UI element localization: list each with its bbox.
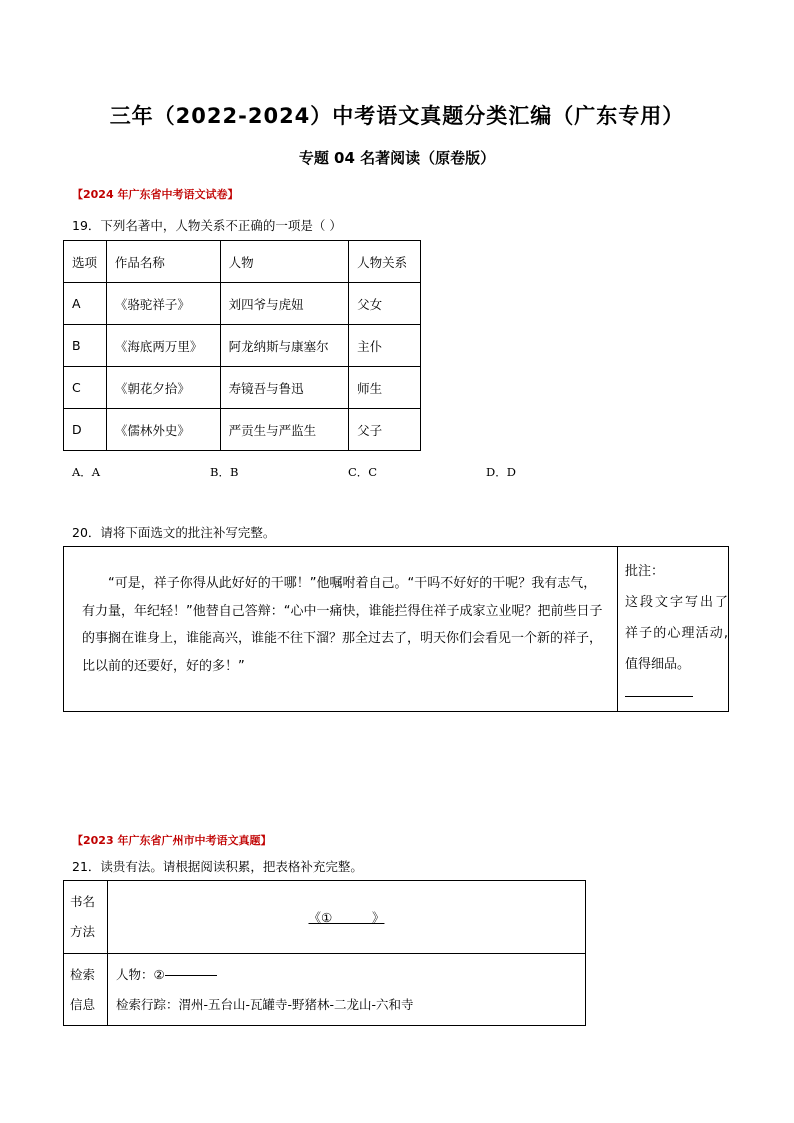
page-title: 三年（2022-2024）中考语文真题分类汇编（广东专用）: [109, 104, 685, 128]
work-title-cell: 《儒林外史》: [106, 409, 220, 451]
option-letter-cell: B: [64, 325, 107, 367]
search-info-label: 检索信息: [64, 954, 108, 1026]
passage-text: “可是，祥子你得从此好好的干哪！”他嘱咐着自己。“干吗不好好的干呢？我有志气，有力量，年纪轻！”他替自己答辩：“心中一痛快，谁能拦得住祥子成家立业呢？把前些日子的事搁在谁身上，谁能高兴，谁能不往下溜？那全过去了，明天你们会看见一个新的祥子，比以前的还要好，好的多！”: [82, 576, 603, 674]
question-19-stem: 19．下列名著中，人物关系不正确的一项是（ ）: [72, 218, 342, 233]
passage-cell: [64, 547, 618, 711]
section-tag-2023: 【2023 年广东省广州市中考语文真题】: [72, 834, 272, 847]
relationship-cell: 师生: [349, 367, 421, 409]
page-subtitle: 专题 04 名著阅读（原卷版）: [298, 149, 496, 167]
option-letter-cell: A: [64, 283, 107, 325]
answer-option-c[interactable]: C．C: [348, 465, 378, 479]
question-20-stem: 20．请将下面选文的批注补写完整。: [72, 525, 276, 540]
annotation-label: 批注：: [625, 564, 665, 579]
book-title-blank[interactable]: 《① 》: [308, 910, 385, 925]
character-blank[interactable]: [165, 974, 217, 976]
table-row: [64, 409, 421, 451]
work-title-cell: 《骆驼祥子》: [106, 283, 220, 325]
table-row: [64, 881, 586, 954]
question-19-options: [72, 461, 516, 480]
relationship-cell: 主仆: [349, 325, 421, 367]
table-header-cell: 人物关系: [349, 241, 421, 283]
relationship-cell: 父子: [349, 409, 421, 451]
table-row: [64, 954, 586, 1026]
table-header-cell: 选项: [64, 241, 107, 283]
option-letter-cell: C: [64, 367, 107, 409]
characters-cell: 严贡生与严监生: [220, 409, 349, 451]
answer-option-a[interactable]: A．A: [72, 465, 101, 479]
book-method-label: 书名方法: [64, 881, 108, 954]
annotation-cell: [618, 547, 728, 711]
work-title-cell: 《朝花夕拾》: [106, 367, 220, 409]
table-header-cell: 人物: [220, 241, 349, 283]
table-header-cell: 作品名称: [106, 241, 220, 283]
question-19-table: [63, 240, 421, 451]
table-header-row: [64, 241, 421, 283]
question-21-stem: 21．读贵有法。请根据阅读积累，把表格补充完整。: [72, 859, 363, 874]
character-label: 人物：②: [115, 966, 165, 982]
table-row: [64, 283, 421, 325]
answer-option-b[interactable]: B．B: [210, 465, 239, 479]
question-21-table: [63, 880, 586, 1026]
answer-option-d[interactable]: D．D: [486, 465, 516, 479]
question-20-box: [63, 546, 729, 712]
option-letter-cell: D: [64, 409, 107, 451]
search-info-cell: [107, 954, 585, 1026]
characters-cell: 阿龙纳斯与康塞尔: [220, 325, 349, 367]
characters-cell: 寿镜吾与鲁迅: [220, 367, 349, 409]
relationship-cell: 父女: [349, 283, 421, 325]
annotation-text: 这段文字写出了祥子的心理活动,值得细品。: [625, 595, 728, 672]
table-row: [64, 325, 421, 367]
section-tag-2024: 【2024 年广东省中考语文试卷】: [72, 188, 239, 201]
characters-cell: 刘四爷与虎妞: [220, 283, 349, 325]
answer-blank[interactable]: [625, 695, 693, 697]
table-row: [64, 367, 421, 409]
work-title-cell: 《海底两万里》: [106, 325, 220, 367]
route-text: 检索行踪：渭州-五台山-瓦罐寺-野猪林-二龙山-六和寺: [115, 996, 414, 1012]
book-title-cell: [107, 881, 585, 954]
